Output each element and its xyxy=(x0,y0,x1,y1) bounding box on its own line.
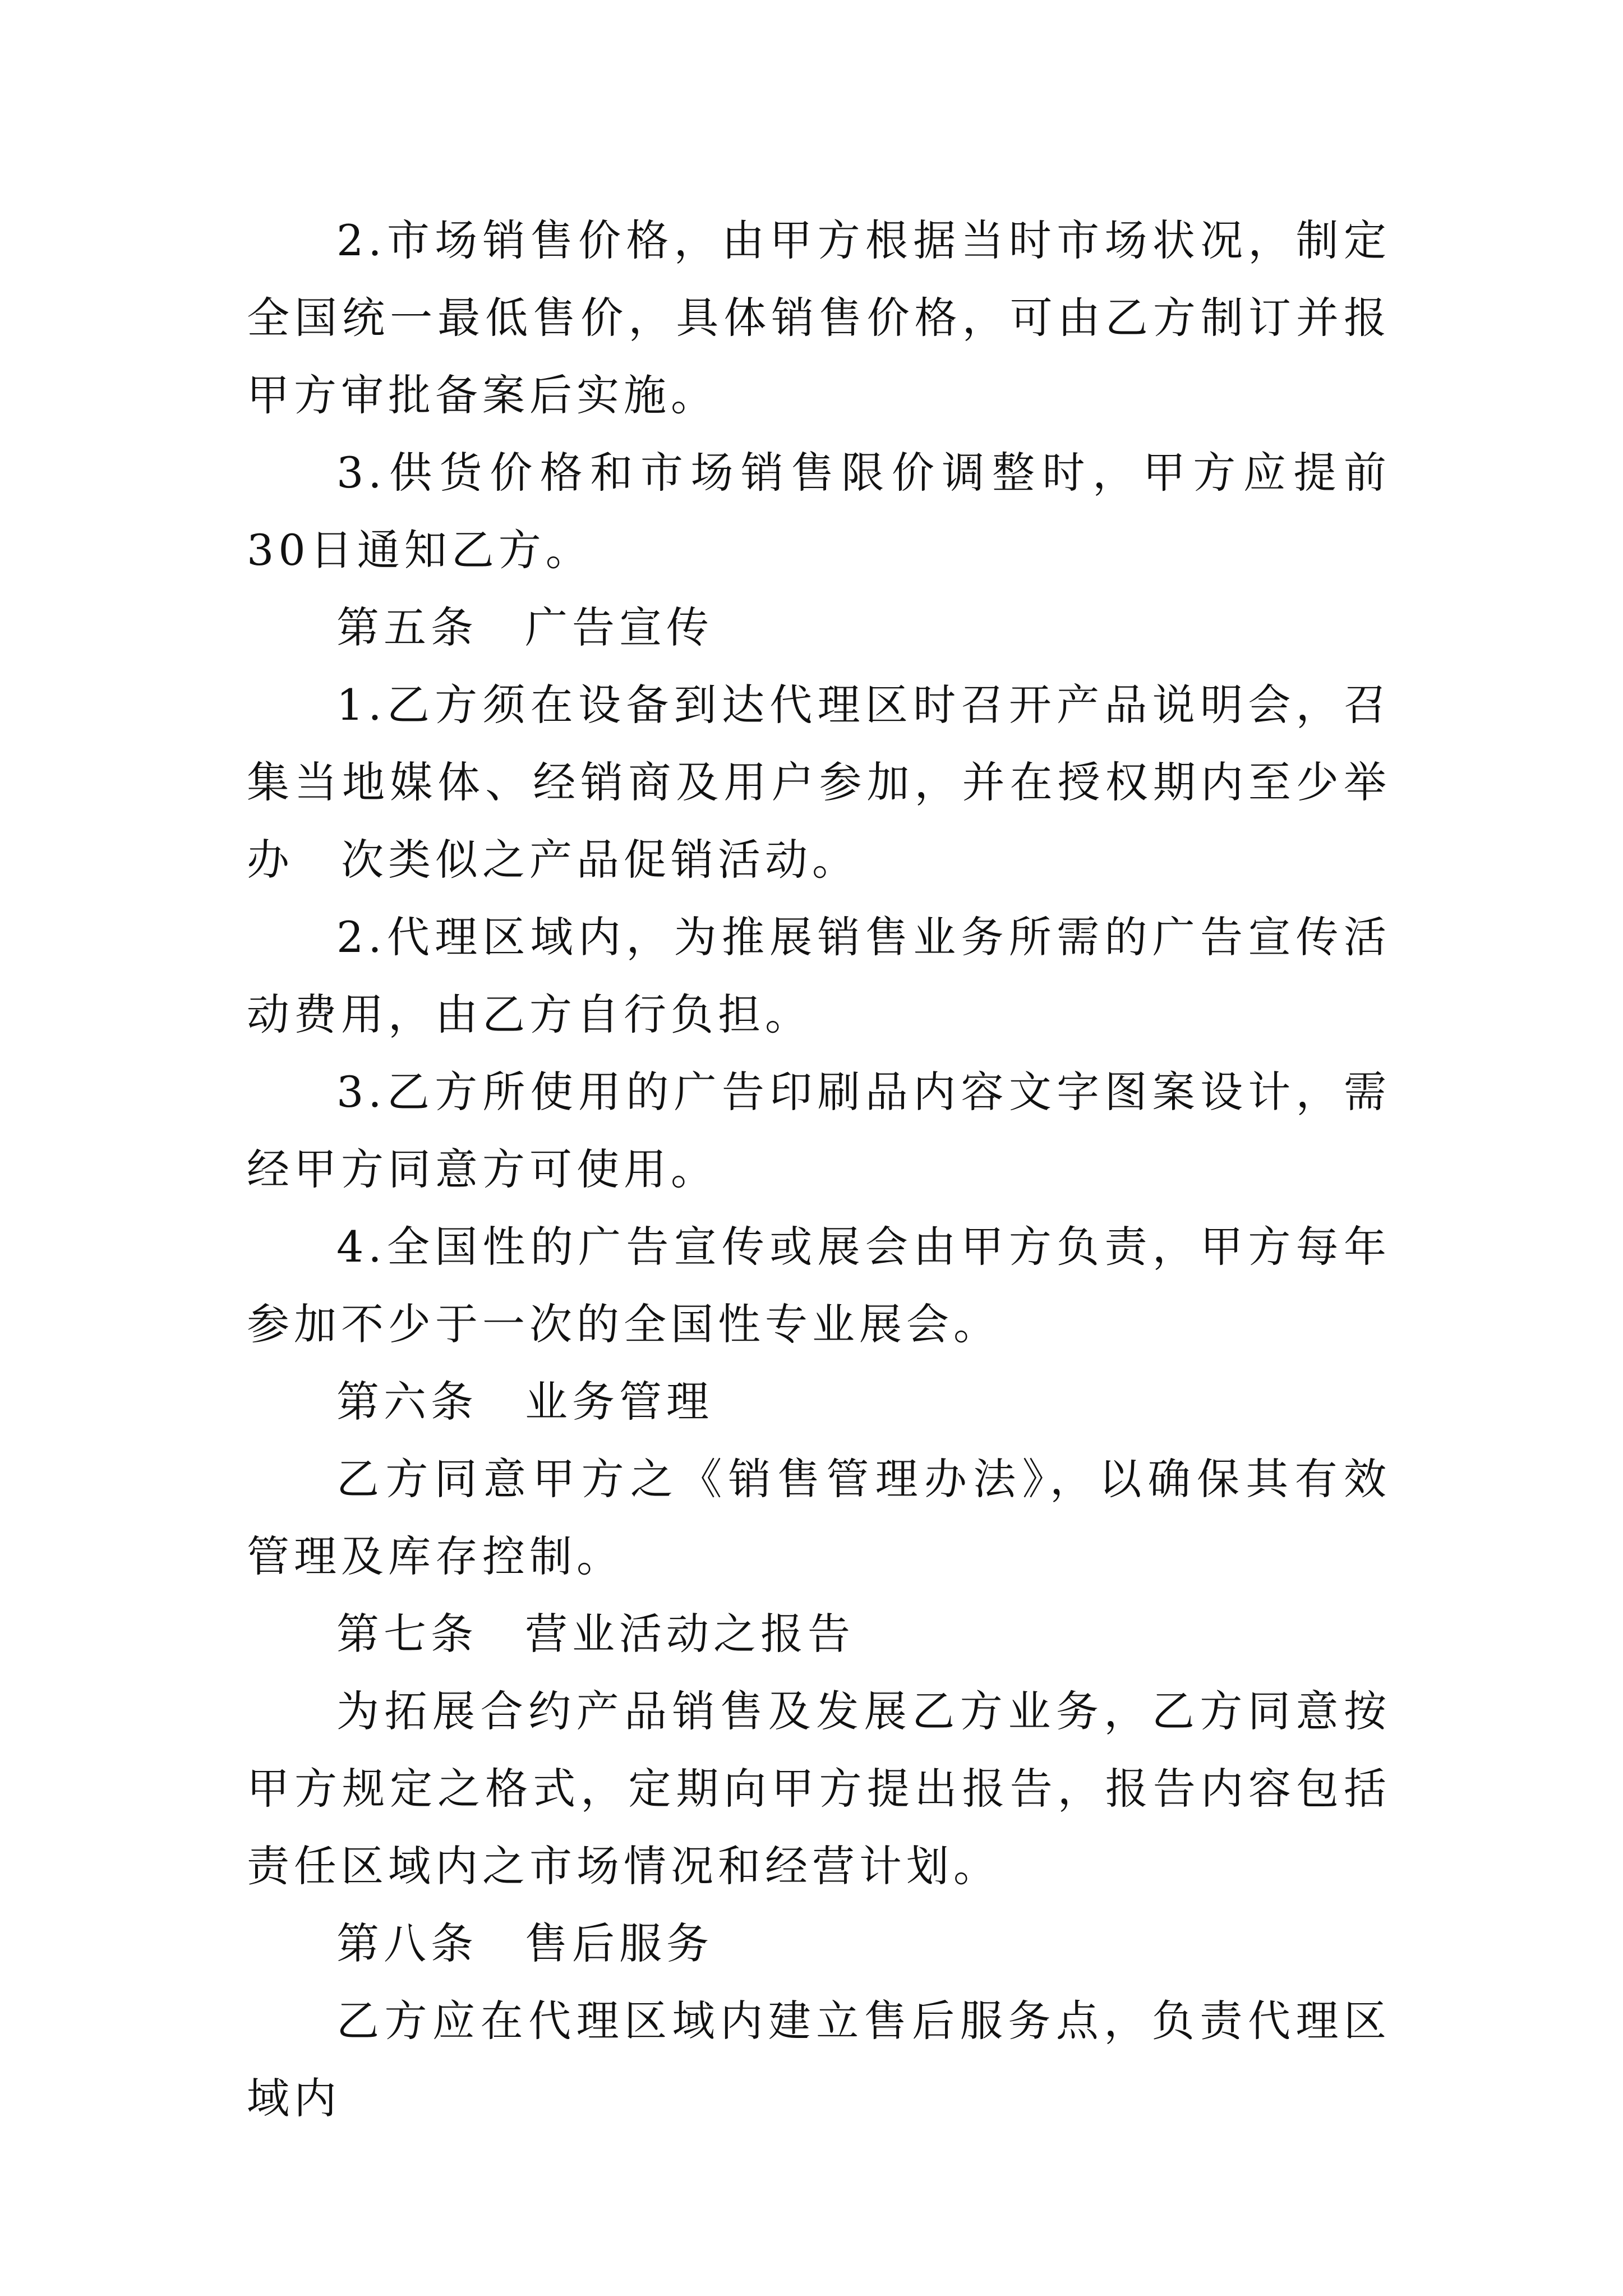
document-body xyxy=(247,202,1391,2137)
paragraph-product-launch: 1.乙方须在设备到达代理区时召开产品说明会，召集当地媒体、经销商及用户参加，并在授权期内至少举办 次类似之产品促销活动。 xyxy=(247,680,1391,885)
paragraph-national-exhibitions: 4.全国性的广告宣传或展会由甲方负责，甲方每年参加不少于一次的全国性专业展会。 xyxy=(247,1222,1391,1349)
heading-article-7: 第七条 营业活动之报告 xyxy=(336,1609,855,1659)
heading-article-6: 第六条 业务管理 xyxy=(336,1377,713,1427)
paragraph-after-sales-service: 乙方应在代理区域内建立售后服务点，负责代理区域内 xyxy=(247,1996,1391,2123)
paragraph-sales-management: 乙方同意甲方之《销售管理办法》，以确保其有效管理及库存控制。 xyxy=(247,1454,1391,1581)
heading-article-8: 第八条 售后服务 xyxy=(336,1918,713,1968)
paragraph-market-price: 2.市场销售价格，由甲方根据当时市场状况，制定全国统一最低售价，具体销售价格，可由乙方制订并报甲方审批备案后实施。 xyxy=(247,215,1391,420)
paragraph-business-reports: 为拓展合约产品销售及发展乙方业务，乙方同意按甲方规定之格式，定期向甲方提出报告，报告内容包括责任区域内之市场情况和经营计划。 xyxy=(247,1686,1391,1891)
paragraph-price-adjustment: 3.供货价格和市场销售限价调整时，甲方应提前30日通知乙方。 xyxy=(247,448,1391,575)
heading-article-5: 第五条 广告宣传 xyxy=(336,602,713,652)
paragraph-ad-costs: 2.代理区域内，为推展销售业务所需的广告宣传活动费用，由乙方自行负担。 xyxy=(247,912,1391,1039)
paragraph-ad-design-approval: 3.乙方所使用的广告印刷品内容文字图案设计，需经甲方同意方可使用。 xyxy=(247,1067,1391,1194)
